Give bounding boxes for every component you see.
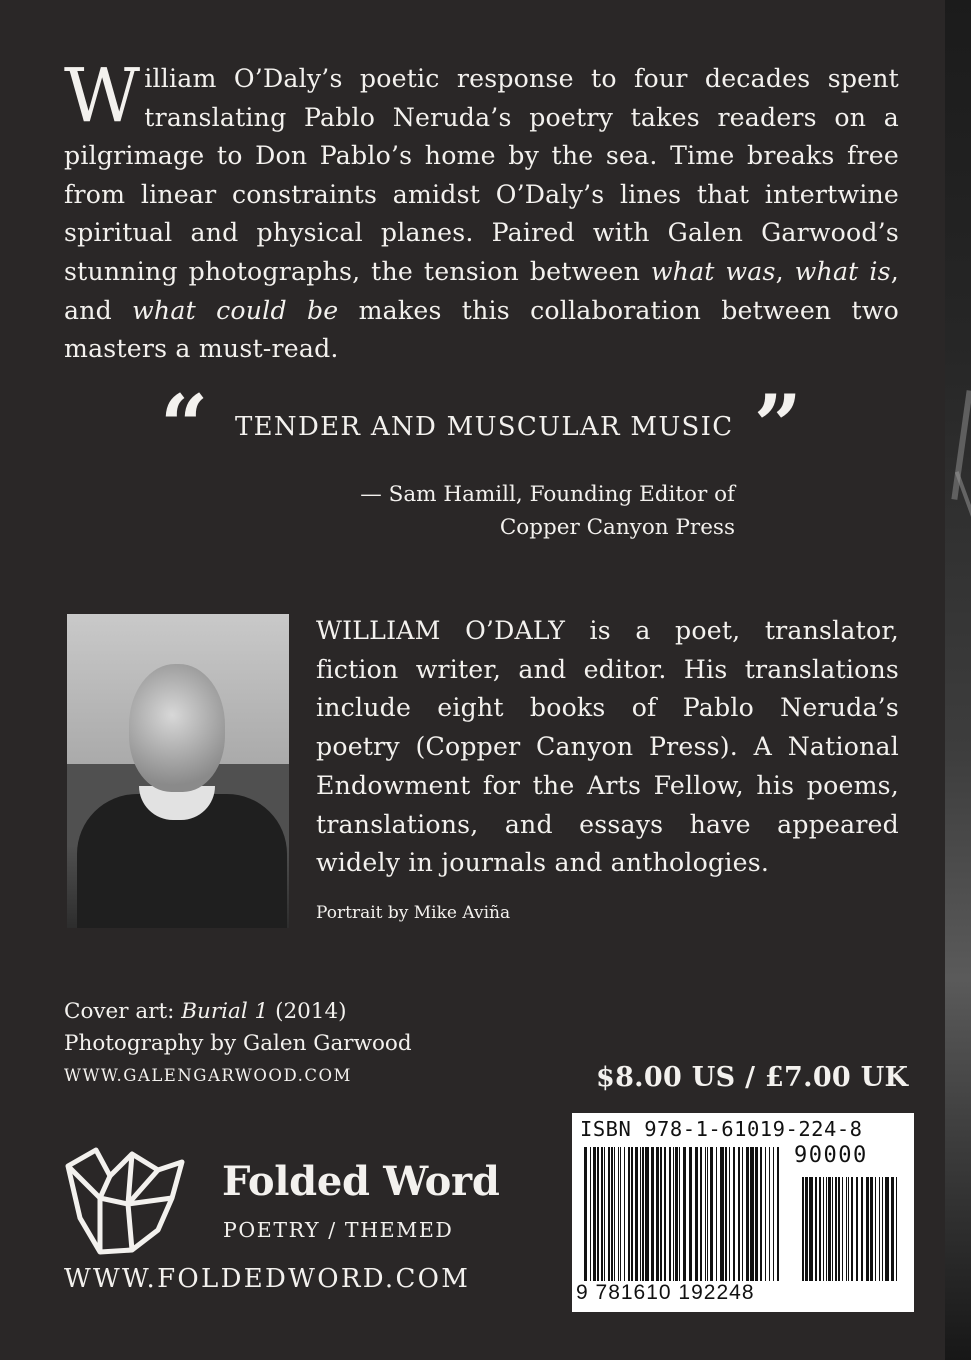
attribution-line: — Sam Hamill, Founding Editor of (360, 482, 735, 507)
cover-art-label: Cover art: (64, 999, 175, 1024)
quote-text: TENDER AND MUSCULAR MUSIC (235, 412, 734, 442)
cover-art-credit (64, 996, 412, 1092)
blurb-text: makes this collaboration between two masters a must-read. (64, 295, 899, 364)
photographer-url: WWW.GALENGARWOOD.COM (64, 1066, 352, 1085)
blurb-text: , (775, 256, 795, 286)
cover-art-title: Burial 1 (181, 999, 269, 1024)
barcode-bars (580, 1147, 906, 1287)
cover-art-year: (2014) (275, 999, 347, 1024)
blurb-italic: what was (650, 256, 776, 286)
blurb-italic: what could be (132, 295, 339, 325)
folded-word-logo (62, 1140, 192, 1258)
open-quote-mark: “ (160, 376, 209, 475)
drop-cap: W (64, 53, 141, 139)
price-label: $8.00 US / £7.00 UK (596, 1062, 909, 1093)
barcode-digits: 9 781610 192248 (576, 1281, 755, 1304)
publisher-name: Folded Word (222, 1158, 500, 1205)
price-code: 90000 (794, 1143, 868, 1168)
book-blurb (64, 53, 899, 369)
pull-quote (160, 376, 810, 475)
blurb-text: illiam O’Daly’s poetic response to four decades spent translating Pablo Neruda’s poetry takes readers on a pilgrimage to Don Pablo’s home by the sea. Time breaks free from linear constraints amidst O’Daly’s lines that intertwine spiritual and physical planes. Paired with Galen Garwood’s stunning photographs, the tension between (64, 64, 899, 286)
author-bio: WILLIAM O’DALY is a poet, translator, fiction writer, and editor. His translations include eight books of Pablo Neruda’s poetry (Copper Canyon Press). A National Endowment for the Arts Fellow, his poems, translations, and essays have appeared widely in journals and anthologies. (316, 616, 899, 878)
publisher-url: WWW.FOLDEDWORD.COM (64, 1264, 471, 1294)
isbn-barcode (572, 1113, 914, 1312)
isbn-text: ISBN 978-1-61019-224-8 (580, 1117, 863, 1141)
cover-photo-edge (945, 0, 971, 1360)
portrait-credit: Portrait by Mike Aviña (316, 903, 511, 923)
blurb-italic: what is (794, 256, 891, 286)
publisher-subtitle: POETRY / THEMED (223, 1218, 454, 1242)
blurb-text: , and (64, 256, 899, 325)
attribution-line: Copper Canyon Press (499, 515, 735, 540)
photography-credit: Photography by Galen Garwood (64, 1031, 412, 1056)
author-portrait (67, 614, 289, 928)
close-quote-mark: ” (753, 376, 802, 475)
quote-attribution (315, 478, 735, 544)
